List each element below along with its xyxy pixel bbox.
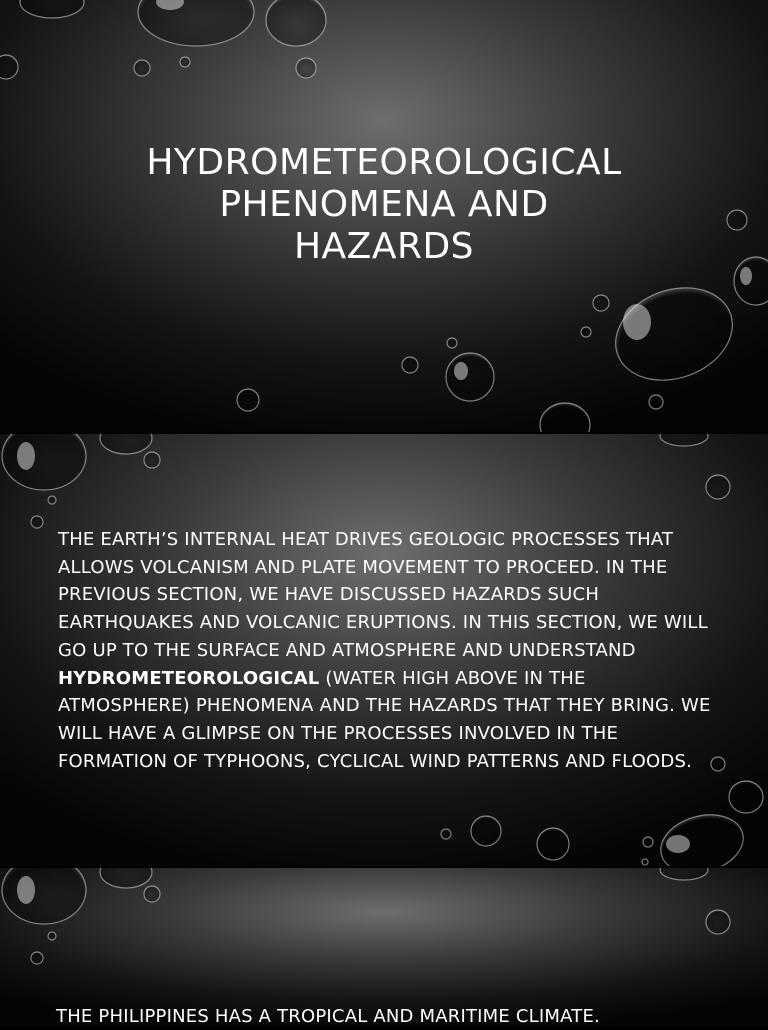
climate-paragraph: THE PHILIPPINES HAS A TROPICAL AND MARITIME CLIMATE.: [56, 1006, 600, 1027]
title-line-2: PHENOMENA AND: [219, 184, 549, 225]
title-slide: [0, 0, 768, 432]
paragraph-text-end: (WATER HIGH ABOVE IN THE ATMOSPHERE) PHENOMENA AND THE HAZARDS THAT THEY BRING. WE WILL HAVE A GLIMPSE ON THE PROCESSES INVOLVED IN THE FORMATION OF TYPHOONS, CYCLICAL WIND PATTERNS AND FLOODS.: [58, 667, 711, 772]
title-line-3: HAZARDS: [293, 226, 475, 267]
intro-paragraph: [58, 526, 718, 775]
slide-title: [100, 142, 668, 268]
paragraph-bold-term: HYDROMETEOROLOGICAL: [58, 667, 320, 689]
paragraph-text-start: THE EARTH’S INTERNAL HEAT DRIVES GEOLOGIC PROCESSES THAT ALLOWS VOLCANISM AND PLATE MOVEMENT TO PROCEED. IN THE PREVIOUS SECTION, WE HAVE DISCUSSED HAZARDS SUCH EARTHQUAKES AND VOLCANIC ERUPTIONS. IN THIS SECTION, WE WILL GO UP TO THE SURFACE AND ATMOSPHERE AND UNDERSTAND: [58, 529, 708, 661]
title-line-1: HYDROMETEOROLOGICAL: [146, 142, 622, 183]
